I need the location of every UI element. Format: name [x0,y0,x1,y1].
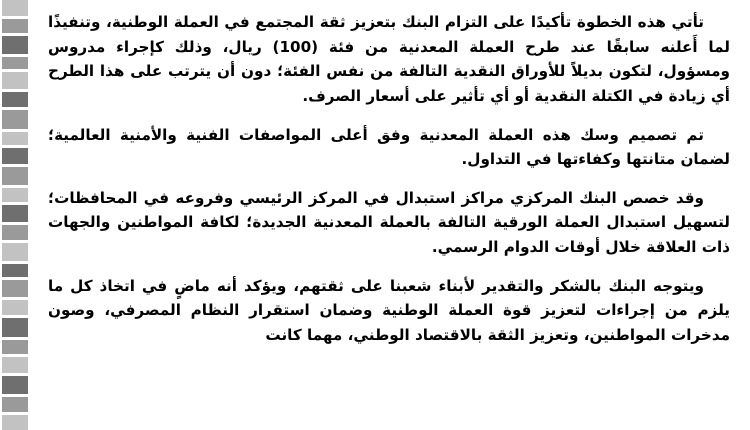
scan-edge-strip [0,0,34,430]
scan-block [2,264,28,277]
scan-block [2,72,28,89]
scan-block [2,92,28,107]
document-text-body [40,0,750,430]
scan-block [2,57,28,69]
scan-block [2,225,28,240]
paragraph-4: ويتوجه البنك بالشكر والتقدير لأبناء شعبنا على ثقتهم، ويؤكد أنه ماضٍ في اتخاذ كل ما يلزم من إجراءات لتعزيز قوة العملة الوطنية وضمان استقرار النظام المصرفي، وصون مدخرات المواطنين، وتعزيز الثقة بالاقتصاد الوطني، مهما كانت [48,276,730,344]
scan-block [2,357,28,373]
scan-block [2,19,28,33]
scan-block [2,340,28,354]
scan-block [2,318,28,337]
scan-block [2,280,28,297]
scan-block [2,205,28,222]
scan-block [2,132,28,145]
scan-block [2,300,28,315]
scan-block [2,110,28,129]
scan-block [2,188,28,202]
scan-block [2,376,28,394]
scan-block [2,243,28,261]
scan-block [2,397,28,412]
paragraph-1: تأتي هذه الخطوة تأكيدًا على التزام البنك بتعزيز ثقة المجتمع في العملة الوطنية، وتنفيذًا لما أَعلنه سابقًا عند طرح العملة المعدنية من فئة (100) ريال، وذلك كإجراء مدروس ومسؤول، لتكون بديلاً للأوراق النقدية التالفة من نفس الفئة؛ دون أن يترتب على هذا الطرح أي زيادة في الكتلة النقدية أو أي تأثير على أسعار الصرف. [48,13,731,105]
paragraph-3: وقد خصص البنك المركزي مراكز استبدال في المركز الرئيسي وفروعه في المحافظات؛ لتسهيل استبدال العملة الورقية التالفة بالعملة المعدنية الجديدة؛ لكافة المواطنين والجهات ذات العلاقة خلال أوقات الدوام الرسمي. [48,188,730,256]
scan-block [2,148,28,164]
scan-block [2,415,28,430]
scan-block [2,36,28,54]
scan-block [2,0,28,16]
paragraph-2: تم تصميم وسك هذه العملة المعدنية وفق أعلى المواصفات الفنية والأمنية العالمية؛ لضمان متانتها وكفاءتها في التداول. [48,125,730,169]
scan-block [2,167,28,185]
